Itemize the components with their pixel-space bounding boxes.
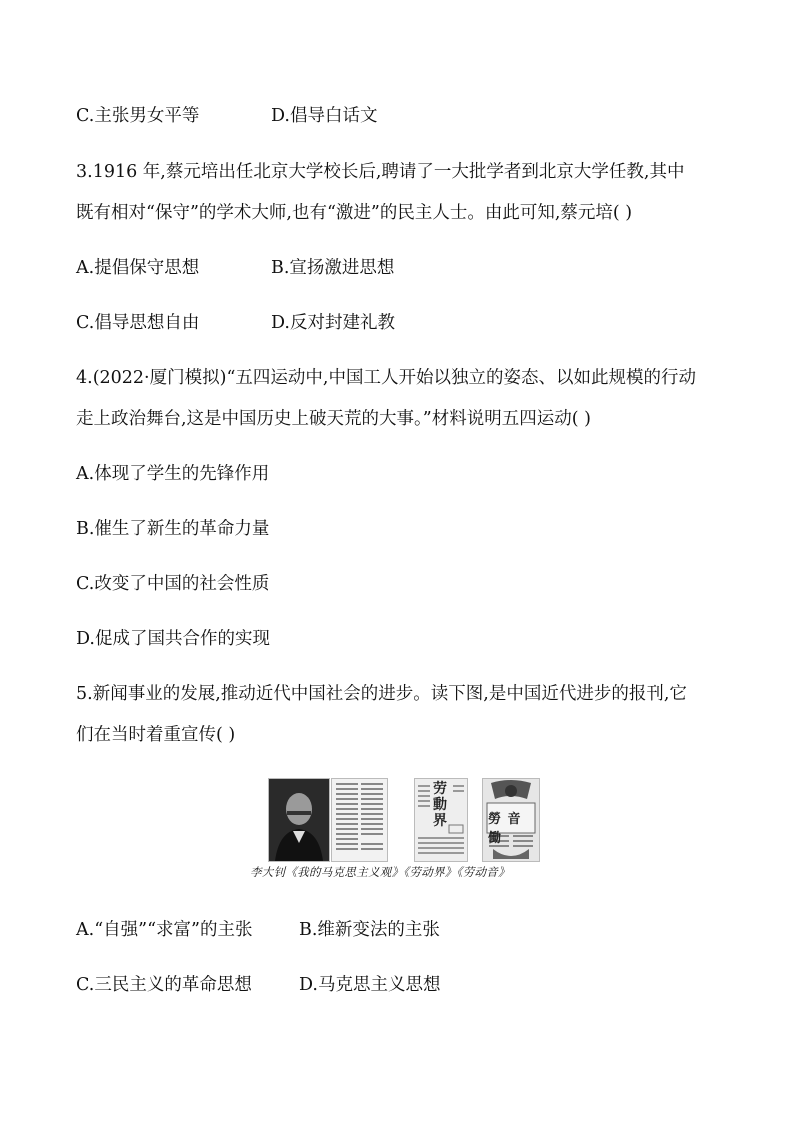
q4-option-a: A.体现了学生的先锋作用 xyxy=(76,464,270,484)
figure-caption: 李大钊《我的马克思主义观》《劳动界》《劳动音》 xyxy=(250,865,510,879)
laodongyin-masthead: 勞 音 働 xyxy=(488,812,522,846)
q3-option-d: D.反对封建礼教 xyxy=(271,313,395,333)
q4-option-b: B.催生了新生的革命力量 xyxy=(76,519,270,539)
q5-option-a: A.“自强”“求富”的主张 xyxy=(76,920,253,940)
q2-option-c: C.主张男女平等 xyxy=(76,106,200,126)
q5-option-c: C.三民主义的革命思想 xyxy=(76,975,252,995)
q5-option-b: B.维新变法的主张 xyxy=(299,920,440,940)
q3-option-c: C.倡导思想自由 xyxy=(76,313,200,333)
article-page-image xyxy=(331,778,388,862)
laodongjie-cover-image xyxy=(414,778,468,862)
q5-stem-line2: 们在当时着重宣传( ) xyxy=(76,725,236,745)
q4-stem-line2: 走上政治舞台,这是中国历史上破天荒的大事。”材料说明五四运动( ) xyxy=(76,409,591,429)
newspaper-figure xyxy=(250,778,550,882)
q2-option-d: D.倡导白话文 xyxy=(271,106,378,126)
q5-option-d: D.马克思主义思想 xyxy=(299,975,441,995)
q3-option-a: A.提倡保守思想 xyxy=(76,258,200,278)
q3-option-b: B.宣扬激进思想 xyxy=(271,258,395,278)
li-dazhao-portrait xyxy=(268,778,330,862)
q3-stem-line2: 既有相对“保守”的学术大师,也有“激进”的民主人士。由此可知,蔡元培( ) xyxy=(76,203,633,223)
laodongjie-masthead: 劳動界 xyxy=(433,781,447,829)
q5-stem-line1: 5.新闻事业的发展,推动近代中国社会的进步。读下图,是中国近代进步的报刊,它 xyxy=(76,684,687,704)
q4-option-c: C.改变了中国的社会性质 xyxy=(76,574,270,594)
q4-option-d: D.促成了国共合作的实现 xyxy=(76,629,270,649)
q4-stem-line1: 4.(2022·厦门模拟)“五四运动中,中国工人开始以独立的姿态、以如此规模的行动 xyxy=(76,368,696,388)
laodongyin-cover-image xyxy=(482,778,540,862)
q3-stem-line1: 3.1916 年,蔡元培出任北京大学校长后,聘请了一大批学者到北京大学任教,其中 xyxy=(76,162,685,182)
